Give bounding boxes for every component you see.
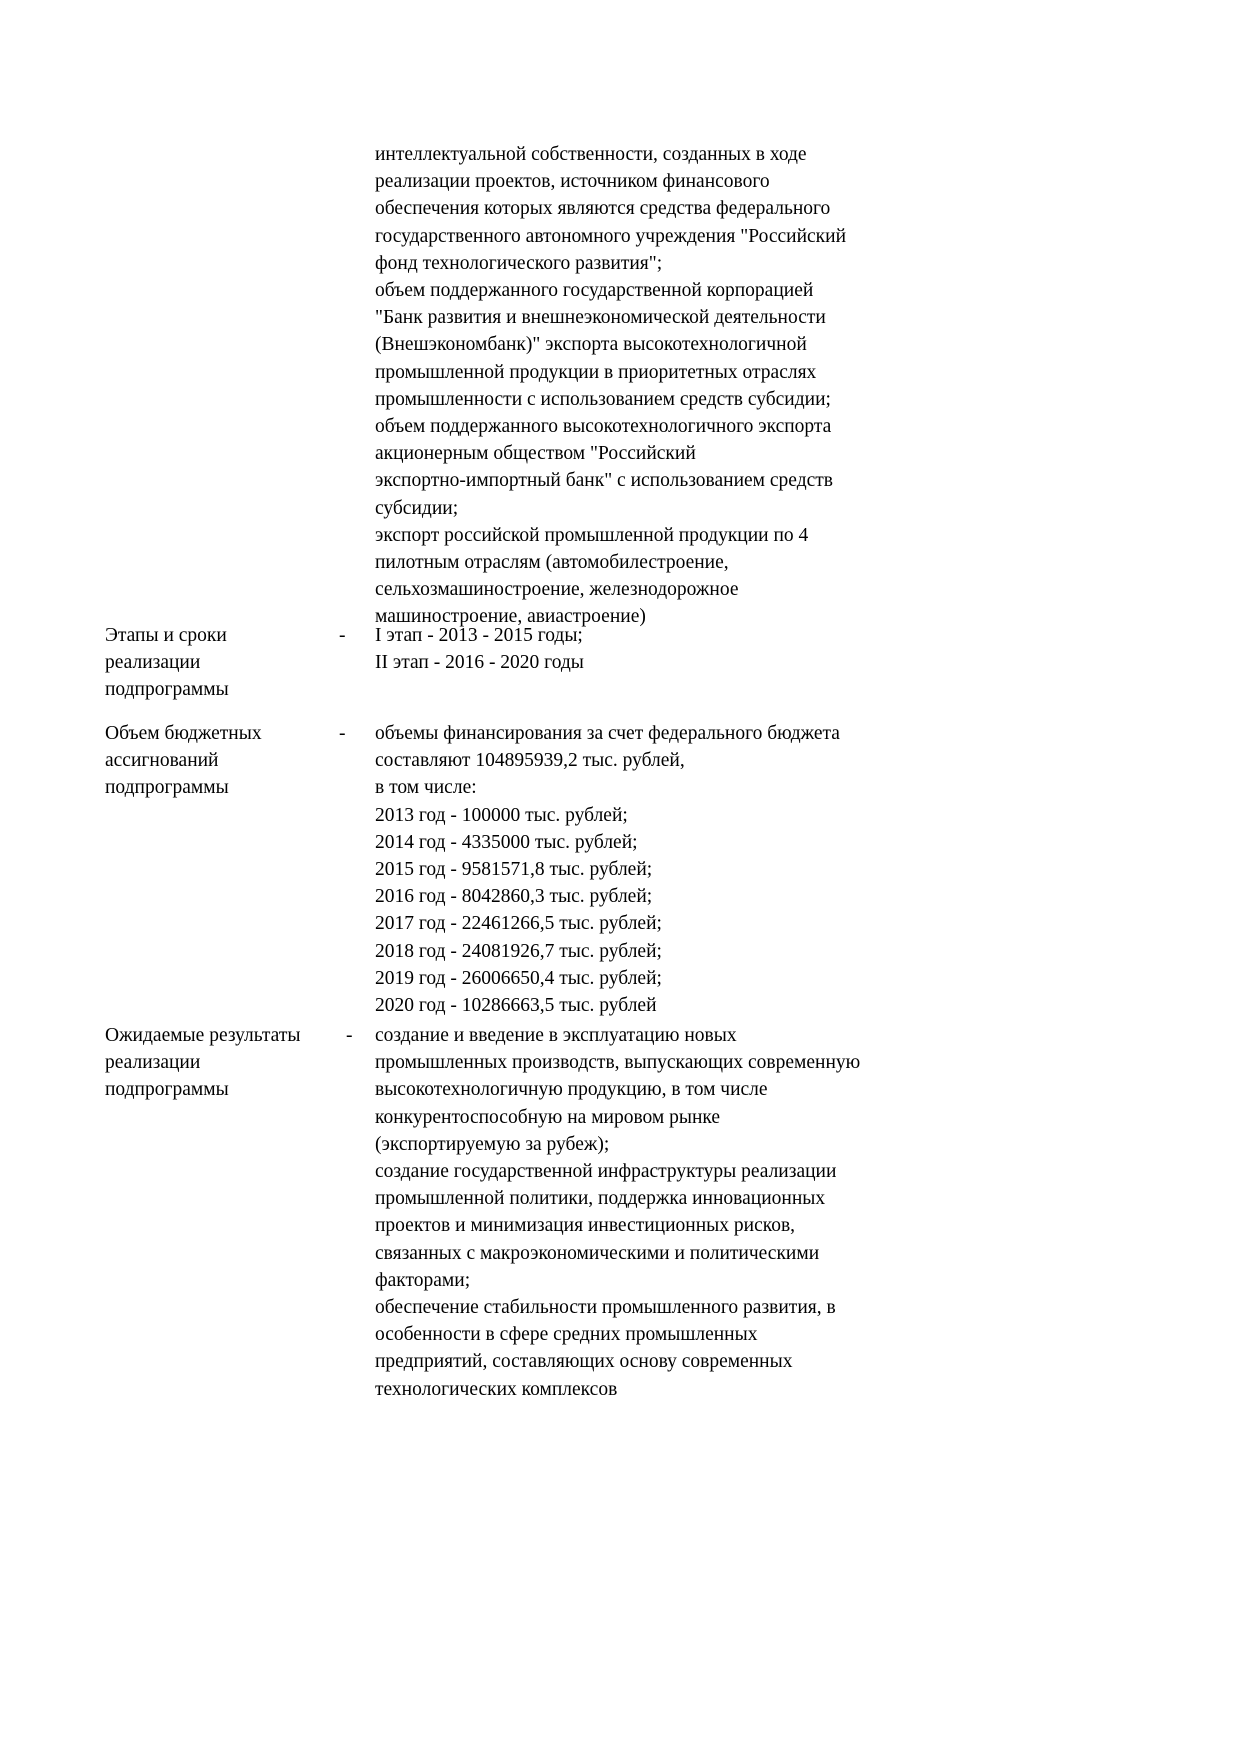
text-line: 2013 год - 100000 тыс. рублей; — [375, 804, 628, 826]
text-line: промышленных производств, выпускающих современную — [375, 1052, 861, 1074]
text-line: проектов и минимизация инвестиционных рисков, — [375, 1215, 796, 1237]
text-line: (экспортируемую за рубеж); — [375, 1133, 610, 1155]
text-line: акционерным обществом "Российский — [375, 443, 696, 465]
text-line: конкурентоспособную на мировом рынке — [375, 1106, 721, 1128]
field-value-results — [375, 1022, 955, 1403]
text-line: 2015 год - 9581571,8 тыс. рублей; — [375, 859, 653, 881]
text-line: II этап - 2016 - 2020 годы — [375, 652, 584, 674]
text-line: промышленной продукции в приоритетных отраслях — [375, 361, 817, 383]
text-line: 2018 год - 24081926,7 тыс. рублей; — [375, 940, 662, 962]
text-line: реализации — [105, 652, 201, 674]
text-line: реализации — [105, 1052, 201, 1074]
text-line: пилотным отраслям (автомобилестроение, — [375, 552, 729, 574]
text-line: государственного автономного учреждения "Российский — [375, 225, 847, 247]
text-line: Объем бюджетных — [105, 723, 262, 744]
text-line: подпрограммы — [105, 777, 229, 799]
text-line: I этап - 2013 - 2015 годы; — [375, 625, 583, 646]
text-line: 2016 год - 8042860,3 тыс. рублей; — [375, 886, 653, 908]
text-line: высокотехнологичную продукцию, в том числе — [375, 1079, 768, 1101]
text-line: связанных с макроэкономическими и политическими — [375, 1242, 820, 1264]
text-line: технологических комплексов — [375, 1378, 618, 1400]
continuation-paragraph-text — [375, 141, 935, 631]
text-line: обеспечения которых являются средства федерального — [375, 198, 831, 220]
text-line: объем поддержанного государственной корпорацией — [375, 280, 814, 302]
text-line: создание и введение в эксплуатацию новых — [375, 1025, 737, 1046]
text-line: экспорт российской промышленной продукции по 4 — [375, 524, 809, 546]
field-separator-dash-stages: - — [339, 625, 346, 646]
text-line: фонд технологического развития"; — [375, 252, 663, 274]
text-line: реализации проектов, источником финансового — [375, 171, 770, 193]
text-line: промышленной политики, поддержка инновационных — [375, 1188, 826, 1210]
text-line: 2017 год - 22461266,5 тыс. рублей; — [375, 913, 662, 935]
text-line: в том числе: — [375, 777, 477, 799]
text-line: факторами; — [375, 1269, 471, 1291]
field-separator-dash-results: - — [346, 1025, 353, 1046]
text-line: промышленности с использованием средств субсидии; — [375, 388, 831, 410]
text-line: 2019 год - 26006650,4 тыс. рублей; — [375, 967, 662, 989]
text-line: создание государственной инфраструктуры реализации — [375, 1161, 837, 1183]
text-line: интеллектуальной собственности, созданных в ходе — [375, 144, 807, 165]
text-line: 2014 год - 4335000 тыс. рублей; — [375, 831, 638, 853]
text-line: Этапы и сроки — [105, 625, 227, 646]
text-line: предприятий, составляющих основу современных — [375, 1351, 793, 1373]
text-line: Ожидаемые результаты — [105, 1025, 301, 1046]
text-line: подпрограммы — [105, 679, 229, 701]
field-value-stages — [375, 622, 955, 676]
field-separator-dash-budget: - — [339, 723, 346, 744]
text-line: подпрограммы — [105, 1079, 229, 1101]
text-line: объем поддержанного высокотехнологичного экспорта — [375, 416, 832, 438]
text-line: машиностроение, авиастроение) — [375, 606, 646, 628]
text-line: 2020 год - 10286663,5 тыс. рублей — [375, 995, 657, 1017]
text-line: обеспечение стабильности промышленного развития, в — [375, 1297, 836, 1319]
text-line: сельхозмашиностроение, железнодорожное — [375, 579, 739, 601]
field-label-results — [105, 1022, 360, 1104]
text-line: (Внешэкономбанк)" экспорта высокотехнологичной — [375, 334, 807, 356]
text-line: особенности в сфере средних промышленных — [375, 1324, 758, 1346]
text-line: субсидии; — [375, 497, 459, 519]
text-line: экспортно-импортный банк" с использованием средств — [375, 470, 834, 492]
text-line: ассигнований — [105, 750, 219, 772]
continuation-paragraph-block — [375, 141, 935, 631]
field-label-stages — [105, 622, 340, 704]
text-line: составляют 104895939,2 тыс. рублей, — [375, 750, 685, 772]
text-line: "Банк развития и внешнеэкономической деятельности — [375, 307, 826, 329]
field-label-budget — [105, 720, 340, 802]
field-value-budget — [375, 720, 955, 1019]
text-line: объемы финансирования за счет федерального бюджета — [375, 723, 840, 744]
